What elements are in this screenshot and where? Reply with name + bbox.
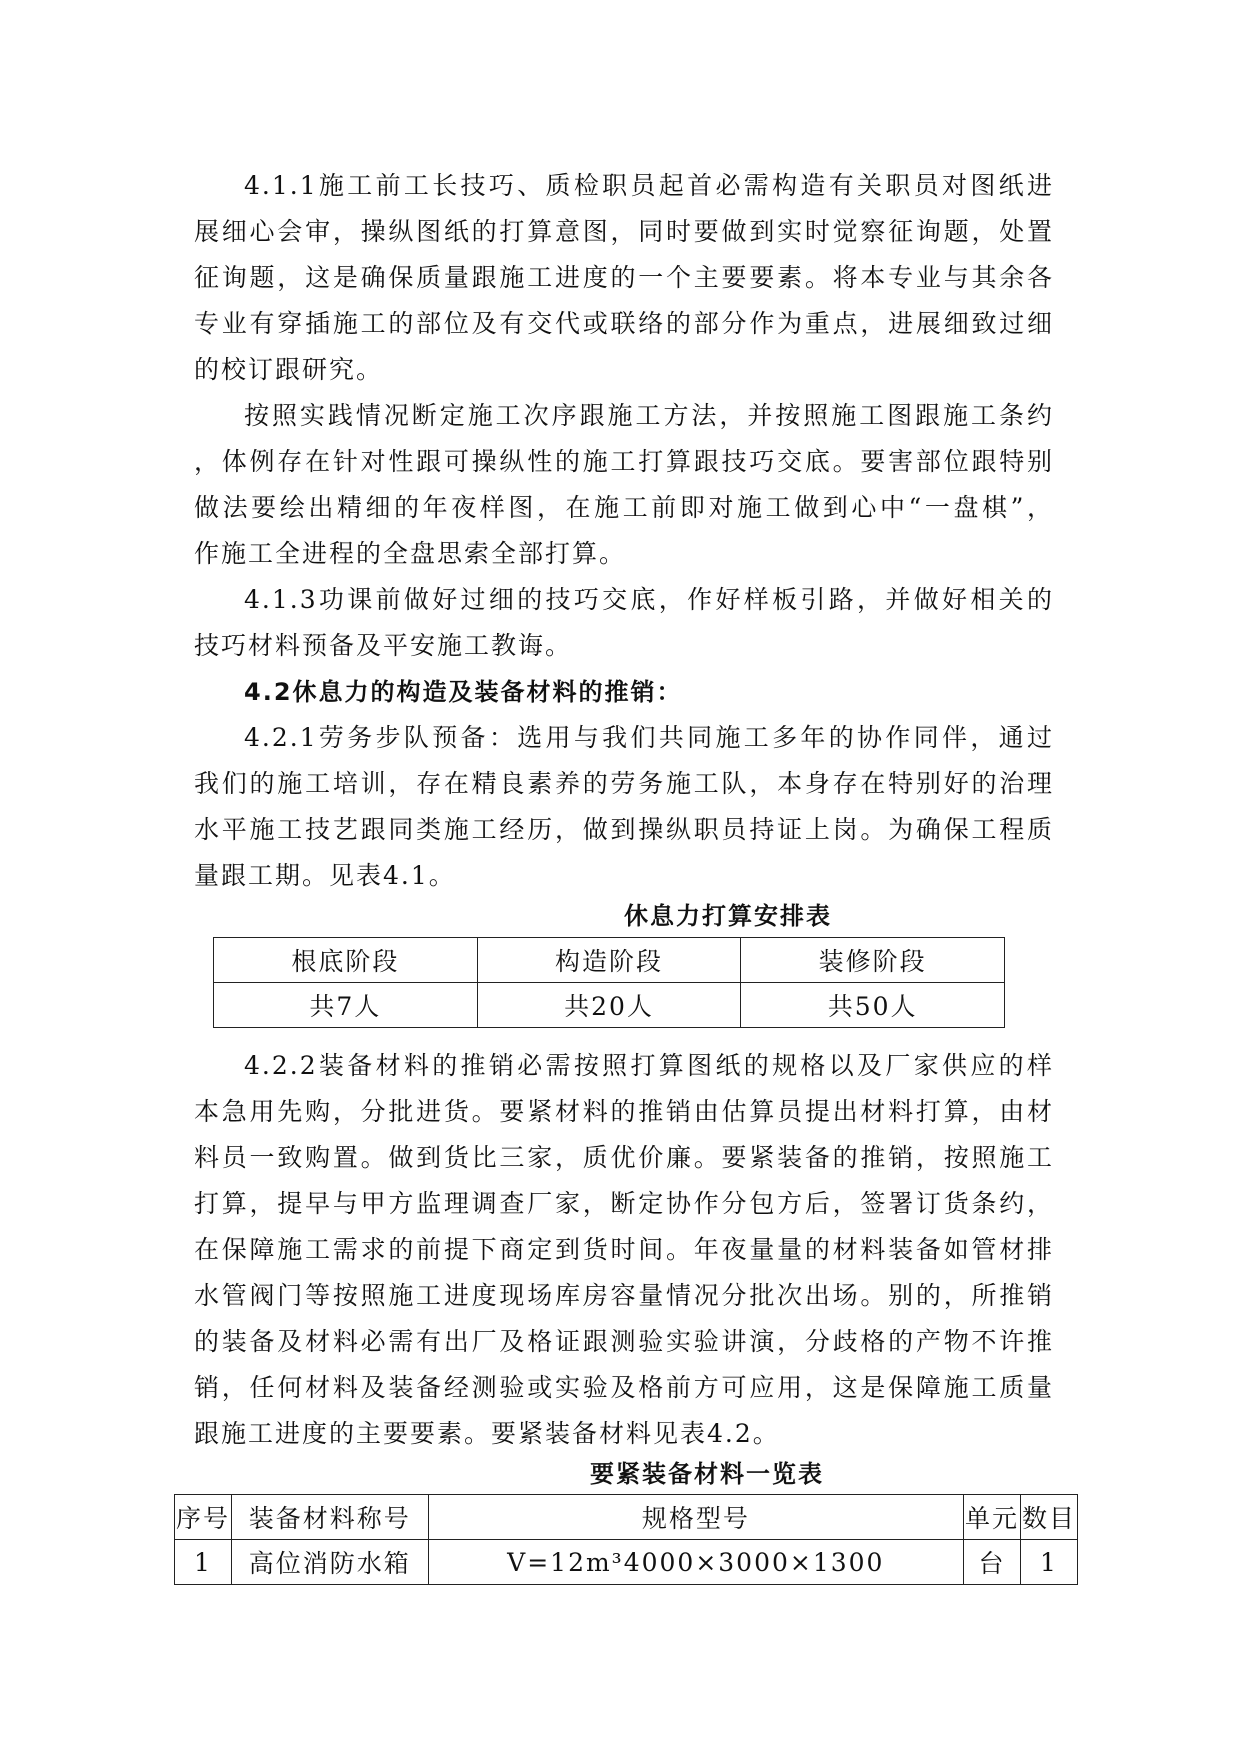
text-line: 4.2.2装备材料的推销必需按照打算图纸的规格以及厂家供应的样 [244, 1051, 1054, 1080]
table-row [214, 983, 1005, 1028]
text-line: 的校订跟研究。 [194, 355, 384, 384]
table-header-cell: 装备材料称号 [231, 1495, 428, 1540]
text-line: 4.1.1施工前工长技巧、质检职员起首必需构造有关职员对图纸进 [244, 171, 1054, 200]
table-header-cell: 装修阶段 [741, 938, 1005, 983]
text-line: 我们的施工培训，存在精良素养的劳务施工队，本身存在特别好的治理 [194, 769, 1054, 798]
table1-title: 休息力打算安排表 [624, 902, 832, 930]
table2-title: 要紧装备材料一览表 [590, 1460, 824, 1488]
text-line: 专业有穿插施工的部位及有交代或联络的部分作为重点，进展细致过细 [194, 309, 1054, 338]
text-line: 打算，提早与甲方监理调查厂家，断定协作分包方后，签署订货条约， [194, 1189, 1054, 1218]
table-cell: 共7人 [214, 983, 478, 1028]
table-header-cell: 序号 [175, 1495, 232, 1540]
text-line: 水管阀门等按照施工进度现场库房容量情况分批次出场。别的，所推销 [194, 1281, 1054, 1310]
text-line: 作施工全进程的全盘思索全部打算。 [194, 539, 627, 568]
table-header-cell: 构造阶段 [477, 938, 741, 983]
table-cell: 1 [175, 1540, 232, 1585]
table-cell: 共20人 [477, 983, 741, 1028]
text-line: 4.1.3功课前做好过细的技巧交底，作好样板引路，并做好相关的 [244, 585, 1054, 614]
section-heading: 4.2休息力的构造及装备材料的推销： [244, 678, 683, 706]
table-row [175, 1540, 1078, 1585]
table-cell: V=12m³4000×3000×1300 [428, 1540, 963, 1585]
table-cell: 台 [964, 1540, 1021, 1585]
table-cell: 共50人 [741, 983, 1005, 1028]
text-line: 技巧材料预备及平安施工教诲。 [194, 631, 573, 660]
table-row [214, 938, 1005, 983]
text-line: 水平施工技艺跟同类施工经历，做到操纵职员持证上岗。为确保工程质 [194, 815, 1054, 844]
table-header-cell: 单元 [964, 1495, 1021, 1540]
equipment-materials-table [174, 1494, 1078, 1585]
text-line: 在保障施工需求的前提下商定到货时间。年夜量量的材料装备如管材排 [194, 1235, 1054, 1264]
text-line: ，体例存在针对性跟可操纵性的施工打算跟技巧交底。要害部位跟特别 [194, 447, 1054, 476]
text-line: 按照实践情况断定施工次序跟施工方法，并按照施工图跟施工条约 [244, 401, 1054, 430]
text-line: 展细心会审，操纵图纸的打算意图，同时要做到实时觉察征询题，处置 [194, 217, 1054, 246]
table-row [175, 1495, 1078, 1540]
labor-plan-table [213, 937, 1005, 1028]
text-line: 跟施工进度的主要要素。要紧装备材料见表4.2。 [194, 1419, 780, 1448]
text-line: 4.2.1劳务步队预备：选用与我们共同施工多年的协作同伴，通过 [244, 723, 1054, 752]
table-header-cell: 规格型号 [428, 1495, 963, 1540]
table-header-cell: 数目 [1020, 1495, 1077, 1540]
text-line: 本急用先购，分批进货。要紧材料的推销由估算员提出材料打算，由材 [194, 1097, 1054, 1126]
text-line: 征询题，这是确保质量跟施工进度的一个主要要素。将本专业与其余各 [194, 263, 1054, 292]
text-line: 做法要绘出精细的年夜样图，在施工前即对施工做到心中“一盘棋”， [194, 493, 1054, 522]
text-line: 的装备及材料必需有出厂及格证跟测验实验讲演，分歧格的产物不许推 [194, 1327, 1054, 1356]
table-cell: 1 [1020, 1540, 1077, 1585]
text-line: 量跟工期。见表4.1。 [194, 861, 456, 890]
table-cell: 高位消防水箱 [231, 1540, 428, 1585]
text-line: 销，任何材料及装备经测验或实验及格前方可应用，这是保障施工质量 [194, 1373, 1054, 1402]
text-line: 料员一致购置。做到货比三家，质优价廉。要紧装备的推销，按照施工 [194, 1143, 1054, 1172]
table-header-cell: 根底阶段 [214, 938, 478, 983]
